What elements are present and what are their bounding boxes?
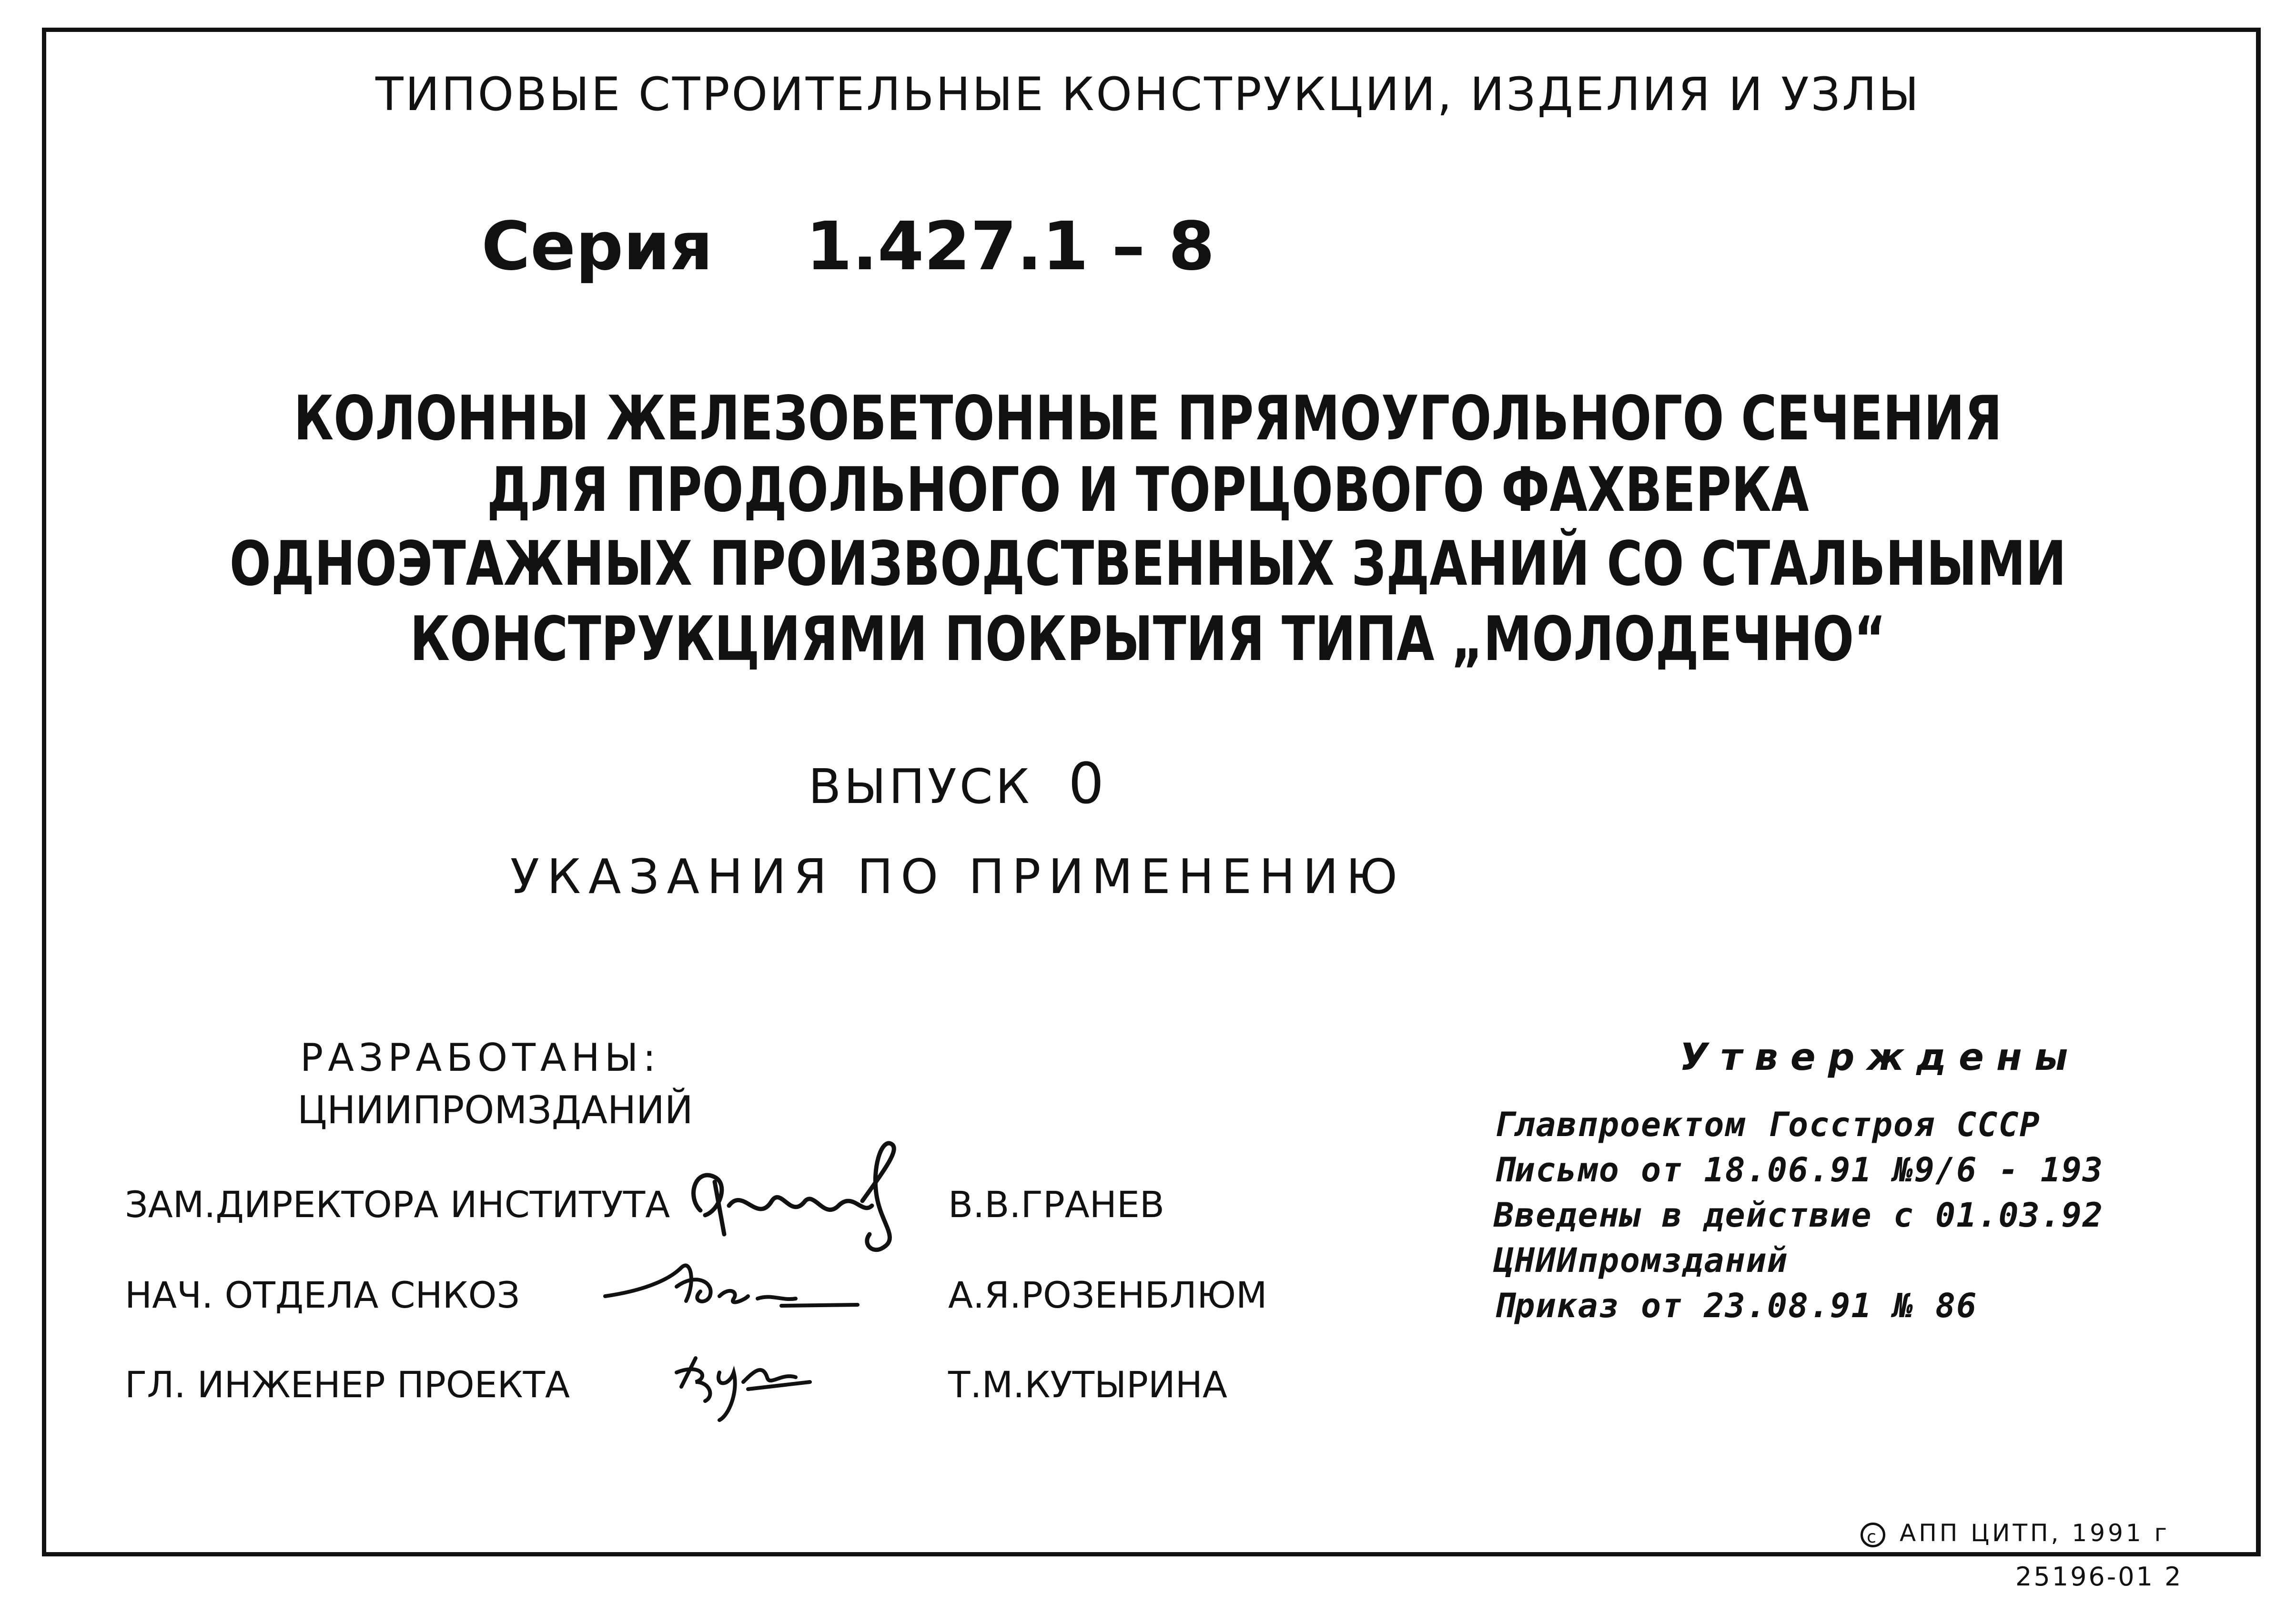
signature-3 [667,1344,819,1425]
approved-label: Утверждены [1679,1036,2081,1079]
copyright-icon: c [1861,1523,1885,1547]
copyright-text: АПП ЦИТП, 1991 г [1900,1519,2170,1547]
approval-line-3: Введены в действие с 01.03.92 [1494,1196,2104,1235]
series-number: 1.427.1 – 8 [806,208,1215,285]
signatory-name-1: В.В.ГРАНЕВ [948,1183,1165,1226]
approval-line-5: Приказ от 23.08.91 № 86 [1494,1286,1978,1325]
collection-header: ТИПОВЫЕ СТРОИТЕЛЬНЫЕ КОНСТРУКЦИИ, ИЗДЕЛИЯ И УЗЛЫ [375,68,1921,121]
signatory-name-3: Т.М.КУТЫРИНА [948,1363,1227,1406]
signatory-role-3: ГЛ. ИНЖЕНЕР ПРОЕКТА [125,1363,570,1406]
signature-2 [600,1253,867,1325]
signatory-role-2: НАЧ. ОТДЕЛА СНКОЗ [125,1274,520,1316]
signatory-role-1: ЗАМ.ДИРЕКТОРА ИНСТИТУТА [125,1183,670,1226]
series-title [0,208,1696,285]
document-title-line-3: ОДНОЭТАЖНЫХ ПРОИЗВОДСТВЕННЫХ ЗДАНИЙ СО СТАЛЬНЫМИ [229,528,2067,599]
issue-subtitle: УКАЗАНИЯ ПО ПРИМЕНЕНИЮ [510,849,1405,904]
signatory-name-2: А.Я.РОЗЕНБЛЮМ [948,1274,1267,1316]
series-label: Серия [481,208,713,285]
developed-label: РАЗРАБОТАНЫ: [300,1036,661,1080]
developer-organization: ЦНИИПРОМЗДАНИЙ [297,1088,693,1132]
document-title-line-4: КОНСТРУКЦИЯМИ ПОКРЫТИЯ ТИПА „МОЛОДЕЧНО“ [410,604,1886,675]
signature-1 [681,1139,905,1263]
archive-number: 25196-01 2 [2015,1562,2183,1592]
approval-line-2: Письмо от 18.06.91 №9/6 - 193 [1494,1150,2104,1189]
document-title-line-2: ДЛЯ ПРОДОЛЬНОГО И ТОРЦОВОГО ФАХВЕРКА [487,455,1809,526]
document-title-line-1: КОЛОННЫ ЖЕЛЕЗОБЕТОННЫЕ ПРЯМОУГОЛЬНОГО СЕЧЕНИЯ [293,383,2003,454]
approval-line-1: Главпроектом Госстроя СССР [1494,1105,2041,1144]
issue-number: 0 [1068,751,1107,816]
issue-label: ВЫПУСК [808,759,1032,814]
copyright-notice [1861,1521,2170,1547]
issue-line [0,751,1915,816]
approval-line-4: ЦНИИпромзданий [1494,1241,1789,1280]
